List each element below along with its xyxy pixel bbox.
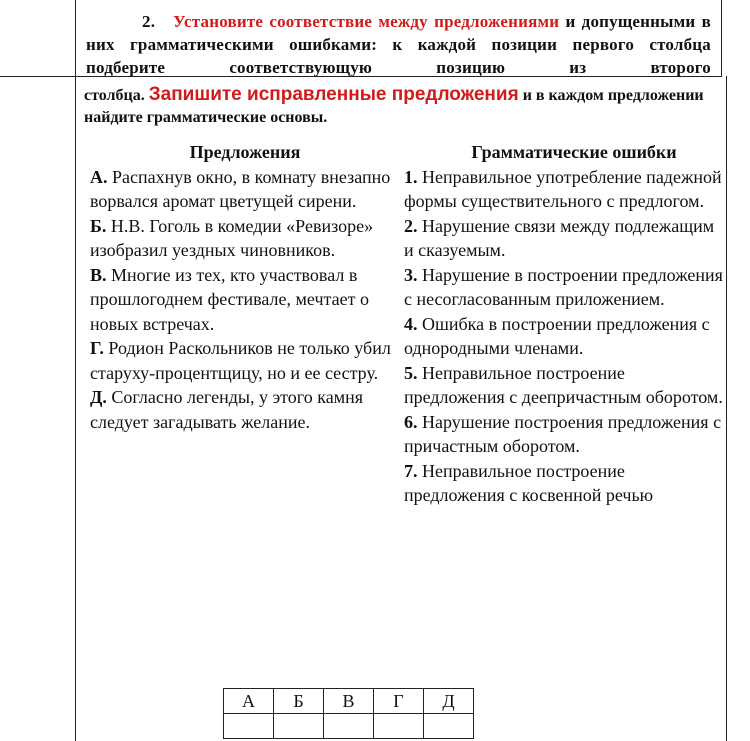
sentence-letter: Б.: [90, 215, 107, 236]
error-item: [404, 361, 724, 410]
error-item: [404, 263, 724, 312]
error-item: [404, 214, 724, 263]
sentence-letter: А.: [90, 166, 108, 187]
error-text: Нарушение построения предложения с причастным оборотом.: [404, 411, 722, 456]
error-item: [404, 312, 724, 361]
answer-header-cell: В: [324, 689, 374, 714]
answer-table-input-row: [224, 714, 474, 739]
sentence-text: Родион Раскольников не только убил старуху-процентщицу, но и ее сестру.: [90, 338, 391, 383]
sentence-letter: Г.: [90, 338, 104, 358]
error-text: Неправильное употребление падежной формы существительного с предлогом.: [404, 166, 722, 211]
answer-header-cell: Б: [274, 689, 324, 714]
error-item: [404, 410, 724, 459]
error-text: Ошибка в построении предложения с однородными членами.: [404, 313, 710, 358]
error-number: 3.: [404, 264, 418, 285]
error-text: Неправильное построение предложения с деепричастным оборотом.: [404, 362, 723, 407]
answer-cell[interactable]: [424, 714, 474, 739]
answer-header-cell: А: [224, 689, 274, 714]
answer-header-cell: Г: [374, 689, 424, 714]
error-number: 2.: [404, 215, 418, 236]
answer-table: [223, 688, 474, 739]
error-number: 1.: [404, 166, 418, 187]
answer-cell[interactable]: [374, 714, 424, 739]
divider-line: [0, 76, 76, 77]
sentence-text: Многие из тех, кто участвовал в прошлогоднем фестивале, мечтает о новых встречах.: [90, 264, 369, 334]
sentence-text: Распахнув окно, в комнату внезапно ворвался аромат цветущей сирени.: [90, 166, 391, 211]
error-number: 4.: [404, 313, 418, 334]
sentence-letter: Д.: [90, 387, 107, 407]
answer-header-cell: Д: [424, 689, 474, 714]
error-number: 6.: [404, 411, 418, 432]
sentence-item: [90, 263, 400, 337]
sentence-text: Согласно легенды, у этого камня следует загадывать желание.: [90, 387, 364, 432]
answer-cell[interactable]: [324, 714, 374, 739]
task-instruction: [84, 84, 720, 129]
sentence-item: [90, 165, 400, 214]
sentence-letter: В.: [90, 264, 107, 285]
sentences-heading: Предложения: [189, 142, 301, 162]
sentence-item: [90, 336, 400, 385]
errors-heading: Грамматические ошибки: [471, 142, 677, 162]
sentence-item: [90, 214, 400, 263]
answer-table-header-row: [224, 689, 474, 714]
sentences-column: [90, 140, 400, 434]
sentence-text: Н.В. Гоголь в комедии «Ревизоре» изобразил уездных чиновников.: [90, 215, 374, 260]
error-number: 5.: [404, 362, 418, 383]
task-header: [86, 10, 711, 79]
task-number: 2.: [142, 12, 156, 31]
task-instruction-text: и в каждом предложении найдите грамматические основы.: [84, 87, 704, 126]
sentence-item: [90, 385, 400, 434]
error-text: Нарушение в построении предложения с несогласованным приложением.: [404, 264, 723, 309]
error-number: 7.: [404, 460, 418, 481]
error-text: Неправильное построение предложения с косвенной речью: [404, 460, 654, 505]
task-instruction-highlight: Запишите исправленные предложения: [148, 84, 519, 105]
task-continuation: столбца.: [84, 87, 145, 104]
answer-cell[interactable]: [224, 714, 274, 739]
answer-cell[interactable]: [274, 714, 324, 739]
errors-column: [404, 140, 724, 508]
error-item: [404, 459, 724, 508]
task-intro-highlight: Установите соответствие между предложениями: [173, 12, 560, 31]
error-item: [404, 165, 724, 214]
error-text: Нарушение связи между подлежащим и сказуемым.: [404, 215, 715, 260]
task-intro-text: и допущенными в них грамматическими ошибками: к каждой позиции первого столбца подберите соответствующую позицию из второго: [86, 12, 711, 77]
